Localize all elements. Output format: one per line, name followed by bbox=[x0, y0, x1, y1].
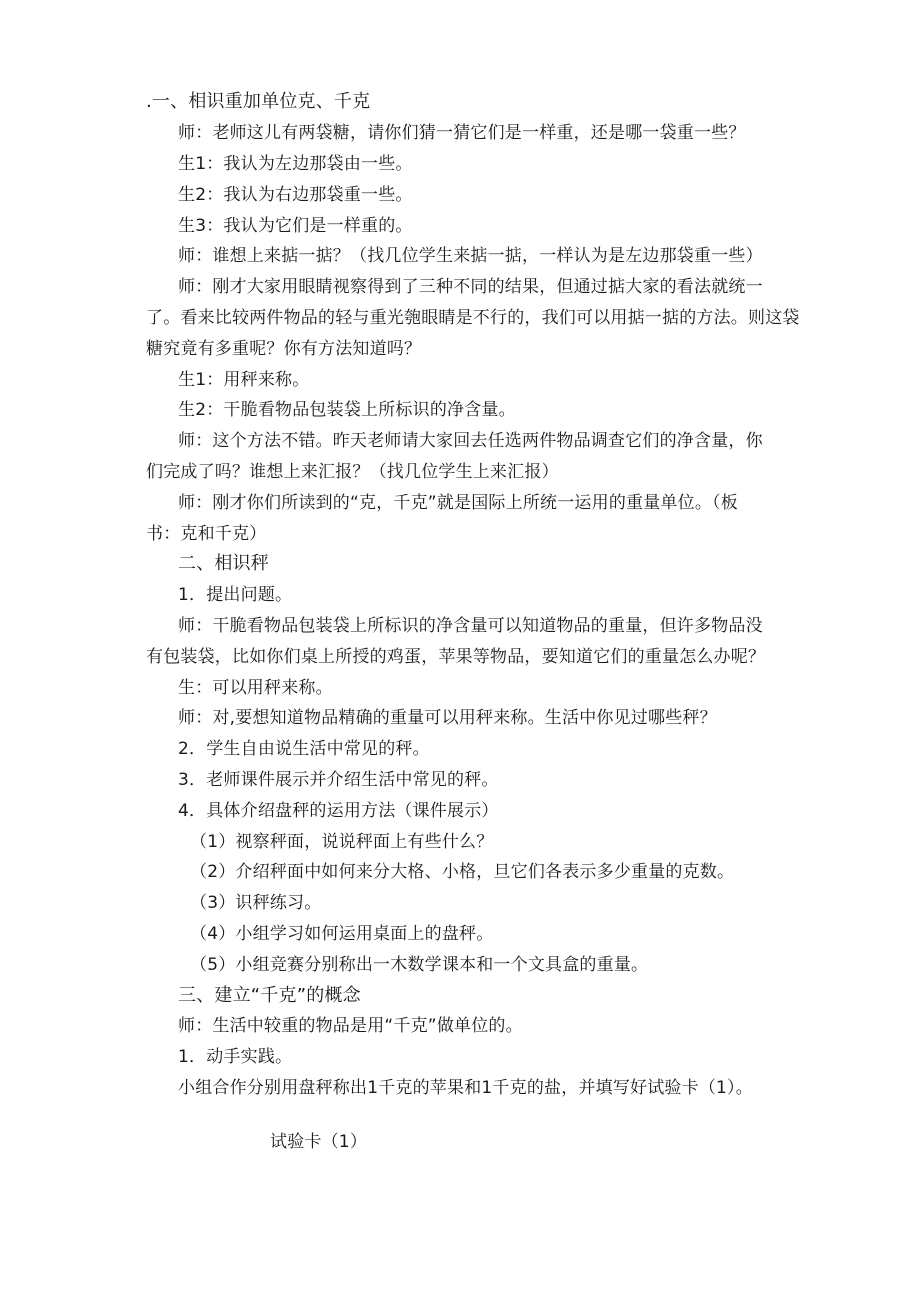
paragraph: 师：谁想上来掂一掂？（找几位学生来掂一掂，一样认为是左边那袋重一些） bbox=[178, 246, 763, 266]
list-item: 2．学生自由说生活中常见的秤。 bbox=[178, 739, 430, 759]
sub-list-item: （2）介绍秤面中如何来分大格、小格，旦它们各表示多少重量的克数。 bbox=[190, 862, 735, 882]
paragraph: 生：可以用秤来称。 bbox=[178, 678, 333, 698]
paragraph: 生1：用秤来称。 bbox=[178, 370, 310, 390]
paragraph-continued: 们完成了吗？谁想上来汇报？（找几位学生上来汇报） bbox=[146, 462, 559, 482]
sub-list-item: （3）识秤练习。 bbox=[190, 893, 322, 913]
list-item: 4．具体介绍盘秤的运用方法（课件展示） bbox=[178, 801, 499, 821]
paragraph: 师：刚才大家用眼睛视察得到了三种不同的结果，但通过掂大家的看法就统一 bbox=[178, 277, 763, 297]
paragraph: 师：干脆看物品包装袋上所标识的净含量可以知道物品的重量，但许多物品没 bbox=[178, 616, 763, 636]
paragraph: 生2：我认为右边那袋重一些。 bbox=[178, 185, 413, 205]
section-3-heading: 三、建立“千克”的概念 bbox=[178, 985, 361, 1006]
sub-list-item: （1）视察秤面，说说秤面上有些什么？ bbox=[190, 832, 494, 852]
paragraph: 生1：我认为左边那袋由一些。 bbox=[178, 154, 413, 174]
sub-list-item: （5）小组竞赛分别称出一木数学课本和一个文具盒的重量。 bbox=[190, 955, 649, 975]
paragraph: 师：老师这儿有两袋糖，请你们猜一猜它们是一样重，还是哪一袋重一些？ bbox=[178, 123, 746, 143]
list-item: 1．提出问题。 bbox=[178, 585, 293, 605]
paragraph: 师：这个方法不错。昨天老师请大家回去任选两件物品调查它们的净含量，你 bbox=[178, 431, 763, 451]
paragraph: 师：生活中较重的物品是用“千克”做单位的。 bbox=[178, 1016, 523, 1036]
list-item: 3．老师课件展示并介绍生活中常见的秤。 bbox=[178, 770, 499, 790]
paragraph-continued: 糖究竟有多重呢？你有方法知道吗？ bbox=[146, 339, 422, 359]
list-item: 1．动手实践。 bbox=[178, 1047, 293, 1067]
paragraph: 生3：我认为它们是一样重的。 bbox=[178, 216, 413, 236]
sub-list-item: （4）小组学习如何运用桌面上的盘秤。 bbox=[190, 924, 494, 944]
paragraph-continued: 了。看来比较两件物品的轻与重光匏眼睛是不行的，我们可以用掂一掂的方法。则这袋 bbox=[146, 308, 800, 328]
section-1-heading: .一、相识重加单位克、千克 bbox=[146, 91, 371, 112]
paragraph: 小组合作分别用盘秤称出1千克的苹果和1千克的盐，并填写好试验卡（1）。 bbox=[178, 1078, 753, 1098]
paragraph: 师：刚才你们所读到的“克，千克”就是国际上所统一运用的重量单位。（板 bbox=[178, 493, 738, 513]
card-title: 试验卡（1） bbox=[270, 1132, 368, 1152]
section-2-heading: 二、相识秤 bbox=[178, 553, 269, 574]
paragraph-continued: 书：克和千克） bbox=[146, 524, 267, 544]
paragraph: 生2：干脆看物品包装袋上所标识的净含量。 bbox=[178, 400, 516, 420]
paragraph-continued: 有包装袋，比如你们桌上所授的鸡蛋，苹果等物品，要知道它们的重量怎么办呢？ bbox=[146, 647, 766, 667]
paragraph: 师：对,要想知道物品精确的重量可以用秤来称。生活中你见过哪些秤？ bbox=[178, 708, 717, 728]
